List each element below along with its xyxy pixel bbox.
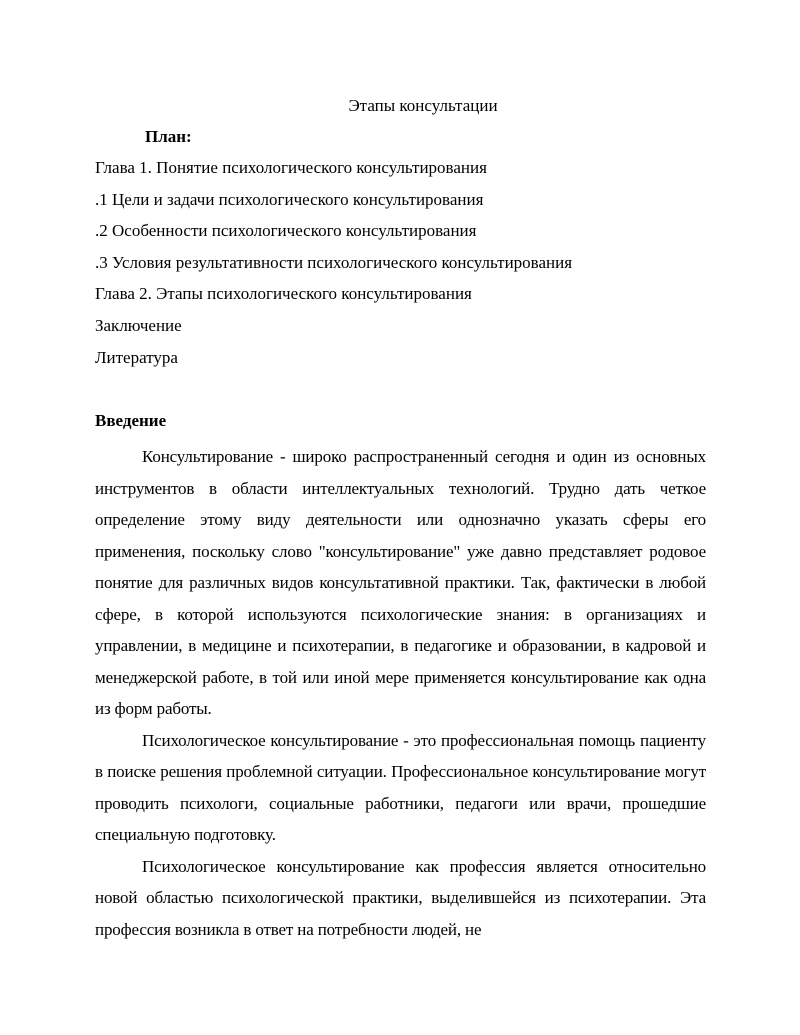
toc-item: .2 Особенности психологического консультирования xyxy=(95,221,477,241)
toc-item: .3 Условия результативности психологического консультирования xyxy=(95,252,573,272)
paragraph: Психологическое консультирование как профессия является относительно новой областью психологической практики, выделившейся из психотерапии. Эта профессия возникла в ответ на потребности людей, не xyxy=(95,856,706,939)
plan-heading: План: xyxy=(145,127,192,146)
toc-item: Литература xyxy=(95,347,178,367)
paragraph: Консультирование - широко распространенный сегодня и один из основных инструментов в области интеллектуальных технологий. Трудно дать четкое определение этому виду деятельности или однозначно указать сферы его применения, поскольку слово "консультирование" уже давно представляет родовое понятие для различных видов консультативной практики. Так, фактически в любой сфере, в которой используются психологические знания: в организациях и управлении, в медицине и психотерапии, в педагогике и образовании, в кадровой и менеджерской работе, в той или иной мере применяется консультирование как одна из форм работы. xyxy=(95,447,706,718)
introduction-heading: Введение xyxy=(95,411,167,430)
paragraph: Психологическое консультирование - это профессиональная помощь пациенту в поиске решения проблемной ситуации. Профессиональное консультирование могут проводить психологи, социальные работники, педагоги или врачи, прошедшие специальную подготовку. xyxy=(95,730,706,844)
toc-item: Глава 2. Этапы психологического консультирования xyxy=(95,284,472,304)
document-title: Этапы консультации xyxy=(348,96,498,115)
introduction-body xyxy=(95,441,706,945)
toc-item: Заключение xyxy=(95,315,182,335)
table-of-contents xyxy=(95,158,572,379)
toc-item: Глава 1. Понятие психологического консультирования xyxy=(95,158,487,177)
toc-item: .1 Цели и задачи психологического консультирования xyxy=(95,189,484,209)
